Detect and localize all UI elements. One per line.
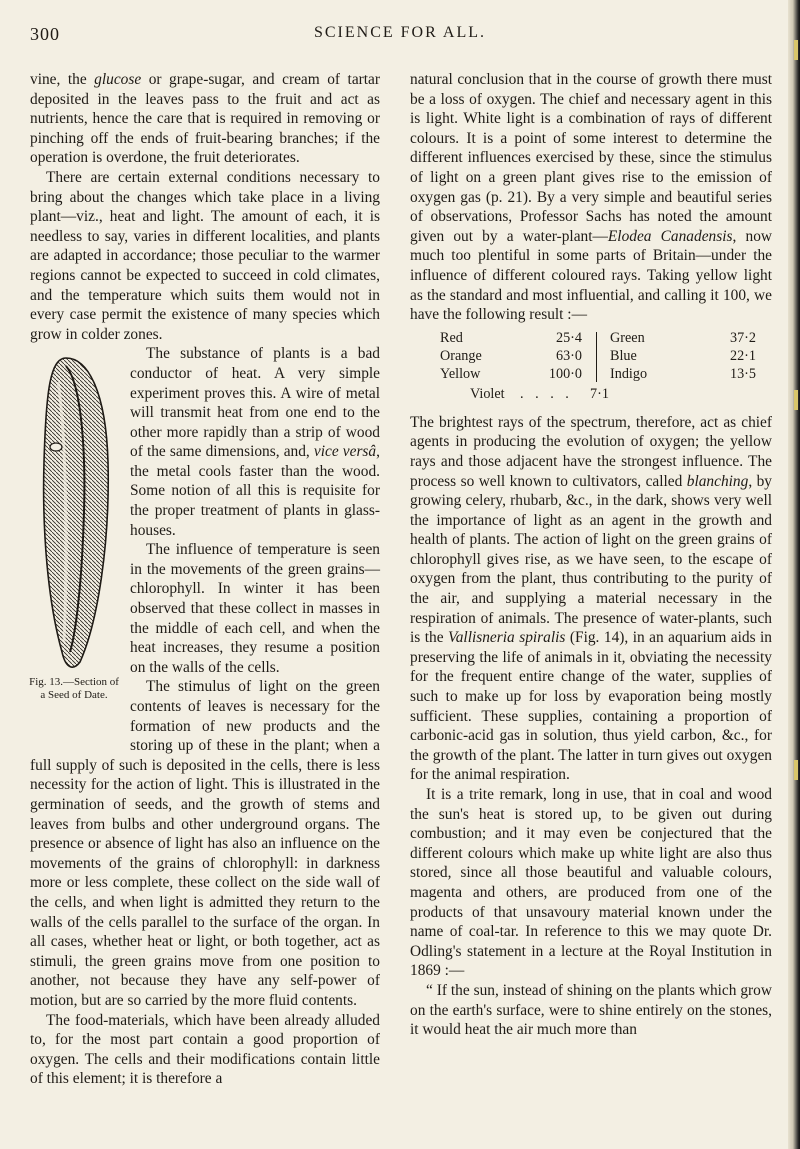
table-leader: . . . .	[520, 385, 573, 402]
paragraph: The food-materials, which have been already alluded to, for the most part contain a good proportion of oxygen. The cells and their modifications contain little of this element; it is therefore a	[30, 1011, 380, 1088]
light-ray-table	[440, 329, 772, 409]
table-divider	[596, 332, 597, 382]
table-cell-value: 7·1	[590, 385, 609, 402]
paragraph: The substance of plants is a bad conductor of heat. A very simple experiment proves this. A wire of metal will transmit heat from one end to the other more rapidly than a strip of wood of the same dimensions, and, vice versâ, the metal cools faster than the wood. Some notion of all this is requisite for the proper treatment of plants in glass-houses.	[130, 345, 380, 539]
table-cell-name: Indigo	[610, 365, 648, 382]
table-cell-value: 100·0	[548, 365, 582, 382]
table-cell-value: 37·2	[729, 329, 756, 346]
table-cell-value: 13·5	[729, 365, 756, 382]
table-cell-name: Red	[440, 329, 463, 346]
paragraph: The influence of temperature is seen in the movements of the green grains—chlorophyll. In winter it has been observed that these collect in masses in the middle of each cell, and when the heat increases, they resume a position on the walls of the cells.	[130, 541, 380, 676]
figure-caption: Fig. 13.—Section of a Seed of Date.	[29, 676, 119, 701]
paragraph: vine, the glucose or grape-sugar, and cream of tartar deposited in the leaves pass to the fruit and act as nutrients, hence the care that is required in removing or pinching off the ends of fruit-bearing branches; if the operation is overdone, the fruit deteriorates.	[30, 71, 381, 167]
paragraph: It is a trite remark, long in use, that in coal and wood the sun's heat is stored up, to be given out during combustion; and it may even be conjectured that the different colours which make up white light are also thus stored, since all those beautiful and valuable colours, magenta and others, are produced from one of the products of that unsavoury material known under the name of coal-tar. In reference to this we may quote Dr. Odling's statement in a lecture at the Royal Institution in 1869 :—	[410, 786, 772, 980]
date-seed-illustration	[36, 352, 116, 672]
edge-mark	[794, 40, 798, 60]
table-cell-value: 63·0	[555, 347, 582, 364]
paragraph: There are certain external conditions necessary to bring about the changes which take place in a living plant—viz., heat and light. The amount of each, it is needless to say, varies in different localities, and plants are adapted in accordance; those peculiar to the warmer regions cannot be expected to succeed in cold climates, and the temperature which suits them would not in every case permit the existence of many species which grow in colder zones.	[30, 168, 380, 343]
paragraph: The stimulus of light on the green contents of leaves is necessary for the formation of new products and the storing up of these in the plant; when a full supply of such is deposited in the cells, there is less necessity for the action of light. This is illustrated in the germination of seeds, and the growth of stems and leaves from bulbs and other underground organs. The presence or absence of light has also an influence on the movements of the grains of chlorophyll: in darkness more or less complete, these collect on the side wall of the cells, and when light is admitted they return to the walls of the cells parallel to the surface of the organ. In all cases, whether heat or light, or both together, act as stimuli, the green grains move from one position to another, not because they have any self-power of motion, but are so carried by the more fluid contents.	[30, 678, 380, 1009]
left-column	[30, 70, 380, 1089]
table-cell-name: Orange	[440, 347, 482, 364]
table-cell-value: 25·4	[555, 329, 582, 346]
table-cell-name: Violet	[470, 385, 505, 402]
paragraph: natural conclusion that in the course of growth there must be a loss of oxygen. The chief and necessary agent in this is light. White light is a combination of rays of different colours. It is a point of some interest to determine the different influences exercised by these, since the stimulus of light on a green plant gives rise to the emission of oxygen gas (p. 21). By a very simple and beautiful series of observations, Professor Sachs has noted the amount given out by a water-plant—Elodea Canadensis, now much too plentiful in some parts of Britain—under the influence of different coloured rays. Taking yellow light as the standard and most influential, and calling it 100, we have the following result :—	[410, 71, 772, 324]
running-head: SCIENCE FOR ALL.	[313, 24, 486, 41]
paragraph: The brightest rays of the spectrum, therefore, act as chief agents in producing the evolution of oxygen; the yellow rays and those adjacent have the strongest influence. The process so well known to cultivators, called blanching, by growing celery, rhubarb, &c., in the dark, shows very well the importance of light as an agent in the growth and health of plants. The action of light on the green grains of chlorophyll gives rise, as we have seen, to the escape of oxygen from the plant, thus contributing to the purity of the air, and supplying a material necessary in the respiration of animals. The presence of water-plants, such is the Vallisneria spiralis (Fig. 14), in an aquarium aids in preserving the life of animals in it, obviating the necessity for the frequent entire change of the water, supplies of such to make up for loss by evaporation being mostly sufficient. These supplies, containing a proportion of carbonic-acid gas in solution, thus yield carbon, &c., for the growth of the plant. The latter in turn gives out oxygen for the animal respiration.	[410, 413, 773, 784]
edge-mark	[794, 760, 798, 780]
table-cell-name: Yellow	[440, 365, 481, 382]
figure-date-seed	[28, 344, 124, 750]
edge-mark	[794, 390, 798, 410]
right-column	[410, 70, 772, 1040]
table-cell-value: 22·1	[729, 347, 756, 364]
page-edge	[788, 0, 800, 1149]
table-cell-name: Blue	[610, 347, 637, 364]
page-number: 300	[30, 24, 60, 44]
paragraph: “ If the sun, instead of shining on the plants which grow on the earth's surface, were to shine entirely on the stones, it would heat the air much more than	[410, 981, 772, 1039]
table-cell-name: Green	[610, 329, 645, 346]
page-header	[30, 24, 770, 48]
